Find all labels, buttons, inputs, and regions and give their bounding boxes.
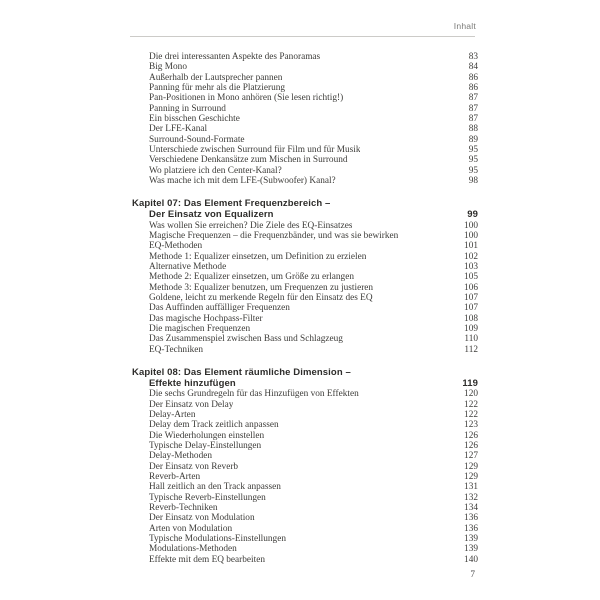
toc-entry xyxy=(132,62,478,72)
toc-entry-page: 123 xyxy=(464,420,478,431)
toc-entry-title: Die magischen Frequenzen xyxy=(149,324,251,335)
toc-entry-title: Hall zeitlich an den Track anpassen xyxy=(149,482,281,493)
toc-entry-page: 100 xyxy=(464,220,478,231)
chapter-heading-subtitle: Der Einsatz von Equalizern xyxy=(149,209,274,221)
toc-entry-title: Verschiedene Denkansätze zum Mischen in Surround xyxy=(149,155,348,166)
toc-entry-title: Unterschiede zwischen Surround für Film und für Musik xyxy=(149,145,361,156)
toc-entry-title: Methode 3: Equalizer benutzen, um Frequenzen zu justieren xyxy=(149,282,374,293)
toc-entry xyxy=(132,262,478,272)
toc-entry-page: 109 xyxy=(464,324,478,335)
toc-entry xyxy=(132,293,478,303)
toc-entry-page: 95 xyxy=(468,145,478,156)
toc-entry xyxy=(132,472,478,482)
chapter-heading-page: 99 xyxy=(467,209,478,221)
toc-entry-page: 136 xyxy=(464,513,478,524)
toc-entry-page: 134 xyxy=(464,503,478,514)
toc-entry xyxy=(132,135,478,145)
toc-entry-page: 132 xyxy=(464,492,478,503)
toc-entry-title: Was mache ich mit dem LFE-(Subwoofer) Kanal? xyxy=(149,176,336,187)
toc-entry-page: 86 xyxy=(468,83,478,94)
toc-entry-page: 122 xyxy=(464,399,478,410)
toc-entry-page: 108 xyxy=(464,313,478,324)
toc-entry xyxy=(132,345,478,355)
toc-entry-title: Methode 2: Equalizer einsetzen, um Größe zu erlangen xyxy=(149,272,354,283)
chapter-heading-subtitle-row xyxy=(132,210,478,221)
toc-entry xyxy=(132,241,478,251)
toc-entry-page: 110 xyxy=(464,334,478,345)
toc-entry xyxy=(132,93,478,103)
toc-entry-title: Der Einsatz von Reverb xyxy=(149,461,239,472)
toc-entry-title: Delay dem Track zeitlich anpassen xyxy=(149,420,279,431)
toc-entry xyxy=(132,431,478,441)
toc-entry-title: Modulations-Methoden xyxy=(149,544,237,555)
toc-entry-page: 127 xyxy=(464,451,478,462)
toc-entry-title: Reverb-Techniken xyxy=(149,503,218,514)
toc-entry xyxy=(132,493,478,503)
running-head: Inhalt xyxy=(453,21,476,31)
toc-entry-title: Das Zusammenspiel zwischen Bass und Schlagzeug xyxy=(149,334,343,345)
toc-entry-title: Die sechs Grundregeln für das Hinzufügen von Effekten xyxy=(149,389,359,400)
chapter-heading-page: 119 xyxy=(462,377,478,389)
toc-entry-page: 88 xyxy=(468,124,478,135)
toc-section xyxy=(132,52,478,186)
toc-entry xyxy=(132,534,478,544)
toc-entry-page: 140 xyxy=(464,554,478,565)
toc-entry-page: 112 xyxy=(464,344,478,355)
toc-entry-page: 100 xyxy=(464,231,478,241)
toc-entry xyxy=(132,555,478,565)
toc-entry xyxy=(132,155,478,165)
toc-entry xyxy=(132,314,478,324)
toc-entry-title: Typische Reverb-Einstellungen xyxy=(149,492,266,503)
toc-entry xyxy=(132,462,478,472)
toc-entry-title: Arten von Modulation xyxy=(149,523,233,534)
toc-entry-page: 103 xyxy=(464,262,478,273)
chapter-heading xyxy=(132,199,478,220)
toc-entry xyxy=(132,52,478,62)
toc-entry xyxy=(132,272,478,282)
toc-entry-page: 101 xyxy=(464,241,478,252)
toc-entry-title: Die drei interessanten Aspekte des Panoramas xyxy=(149,52,321,62)
toc-entry xyxy=(132,513,478,523)
toc-entry-title: Außerhalb der Lautsprecher pannen xyxy=(149,72,283,83)
toc-entry-title: Alternative Methode xyxy=(149,262,227,273)
toc-entry xyxy=(132,451,478,461)
toc-entry xyxy=(132,410,478,420)
toc-entry-title: Das magische Hochpass-Filter xyxy=(149,313,263,324)
toc-entry-page: 87 xyxy=(468,114,478,125)
chapter-heading xyxy=(132,368,478,389)
toc-entry xyxy=(132,544,478,554)
toc-entry-page: 107 xyxy=(464,293,478,304)
toc-entry xyxy=(132,166,478,176)
toc-entry-title: Delay-Arten xyxy=(149,410,196,420)
toc-entry-title: Wo platziere ich den Center-Kanal? xyxy=(149,165,282,176)
toc-entry-title: Effekte mit dem EQ bearbeiten xyxy=(149,554,265,565)
toc-entry-page: 95 xyxy=(468,165,478,176)
toc-entry xyxy=(132,176,478,186)
chapter-heading-title: Kapitel 08: Das Element räumliche Dimension – xyxy=(132,367,351,379)
toc-entry-page: 87 xyxy=(468,103,478,114)
toc-entry-title: EQ-Methoden xyxy=(149,241,203,252)
toc-entry-title: Delay-Methoden xyxy=(149,451,212,462)
toc-entry xyxy=(132,324,478,334)
toc-entry xyxy=(132,145,478,155)
toc-entry-title: Panning in Surround xyxy=(149,103,226,114)
toc-entry xyxy=(132,420,478,430)
toc-entry xyxy=(132,283,478,293)
toc-entry-page: 95 xyxy=(468,155,478,166)
toc-entry-page: 131 xyxy=(464,482,478,493)
chapter-heading-subtitle: Effekte hinzufügen xyxy=(149,377,236,389)
toc-entry-title: Methode 1: Equalizer einsetzen, um Definition zu erzielen xyxy=(149,251,367,262)
toc-entry-title: Big Mono xyxy=(149,62,187,73)
toc-entry xyxy=(132,303,478,313)
toc-entry xyxy=(132,114,478,124)
toc-entry-title: Ein bisschen Geschichte xyxy=(149,114,240,125)
toc-entry-title: Magische Frequenzen – die Frequenzbänder, und was sie bewirken xyxy=(149,231,399,241)
toc-entry xyxy=(132,400,478,410)
toc-entry xyxy=(132,73,478,83)
toc-entry-page: 86 xyxy=(468,72,478,83)
toc-entry-page: 106 xyxy=(464,282,478,293)
toc-entry-page: 98 xyxy=(468,176,478,187)
toc-entry xyxy=(132,334,478,344)
toc-entry-title: Reverb-Arten xyxy=(149,472,201,483)
chapter-heading-title: Kapitel 07: Das Element Frequenzbereich – xyxy=(132,198,331,210)
toc-entry-page: 139 xyxy=(464,534,478,545)
chapter-heading-subtitle-row xyxy=(132,379,478,390)
toc-entry-page: 89 xyxy=(468,134,478,145)
toc-entry-page: 139 xyxy=(464,544,478,555)
toc-entry-title: Die Wiederholungen einstellen xyxy=(149,430,265,441)
toc-entry xyxy=(132,83,478,93)
toc-entry-title: Surround-Sound-Formate xyxy=(149,134,245,145)
toc-entry-page: 83 xyxy=(468,52,478,62)
toc-entry xyxy=(132,124,478,134)
toc-entry-page: 126 xyxy=(464,430,478,441)
toc-entry-page: 122 xyxy=(464,410,478,420)
header-rule xyxy=(130,36,475,37)
toc-entry-title: Der Einsatz von Delay xyxy=(149,399,234,410)
toc-entry-page: 126 xyxy=(464,441,478,452)
toc-entry xyxy=(132,482,478,492)
toc-entry xyxy=(132,441,478,451)
toc-entry xyxy=(132,252,478,262)
toc-entry xyxy=(132,389,478,399)
toc-entry-page: 87 xyxy=(468,93,478,104)
toc-entry xyxy=(132,503,478,513)
page-number: 7 xyxy=(470,570,475,580)
toc-entry xyxy=(132,221,478,231)
toc-section xyxy=(132,199,478,355)
toc-entry-page: 136 xyxy=(464,523,478,534)
toc-entry-title: Der LFE-Kanal xyxy=(149,124,208,135)
toc-entry-page: 84 xyxy=(468,62,478,73)
toc-entry xyxy=(132,231,478,241)
toc-entry-page: 107 xyxy=(464,303,478,314)
toc-entry-title: Das Auffinden auffälliger Frequenzen xyxy=(149,303,290,314)
toc-entry-title: Goldene, leicht zu merkende Regeln für den Einsatz des EQ xyxy=(149,293,373,304)
toc-entry-page: 105 xyxy=(464,272,478,283)
toc-entry-title: Pan-Positionen in Mono anhören (Sie lesen richtig!) xyxy=(149,93,344,104)
toc-entry-page: 129 xyxy=(464,461,478,472)
toc-entry-title: EQ-Techniken xyxy=(149,344,204,355)
toc-entry-page: 102 xyxy=(464,251,478,262)
toc-entry-title: Typische Modulations-Einstellungen xyxy=(149,534,286,545)
toc-entry-title: Der Einsatz von Modulation xyxy=(149,513,255,524)
toc-list xyxy=(132,52,478,565)
toc-entry-page: 120 xyxy=(464,389,478,400)
toc-entry-title: Panning für mehr als die Platzierung xyxy=(149,83,286,94)
toc-entry xyxy=(132,104,478,114)
toc-entry-page: 129 xyxy=(464,472,478,483)
toc-entry-title: Typische Delay-Einstellungen xyxy=(149,441,262,452)
toc-entry xyxy=(132,524,478,534)
toc-section xyxy=(132,368,478,565)
toc-entry-title: Was wollen Sie erreichen? Die Ziele des EQ-Einsatzes xyxy=(149,220,353,231)
